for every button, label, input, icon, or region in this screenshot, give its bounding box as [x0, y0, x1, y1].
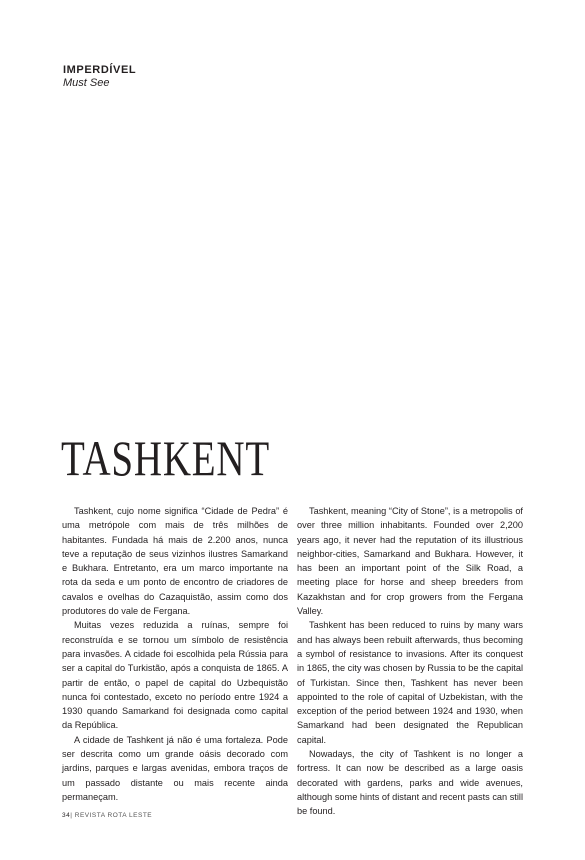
- english-column: [297, 504, 523, 819]
- article-title: TASHKENT: [61, 430, 270, 486]
- english-paragraph: Tashkent, meaning “City of Stone”, is a metropolis of over three million inhabitants. Founded over 2,200 years ago, it never had the reputation of its illustrious neighbor-cities, Samarkand and Bukhara. However, it has been an important point of the Silk Road, a meeting place for horse and sheep breeders from Kazakhstan and for crop growers from the Fergana Valley.: [297, 506, 523, 617]
- portuguese-paragraph: Tashkent, cujo nome significa “Cidade de Pedra” é uma metrópole com mais de três milhões de habitantes. Fundada há mais de 2.200 anos, nunca teve a reputação de seus vizinhos ilustres Samarkand e Bukhara. Entretanto, era um marco importante na rota da seda e um ponto de encontro de criadores de cavalos e ovelhas do Cazaquistão, assim como dos produtores do vale de Fergana.: [62, 506, 288, 617]
- portuguese-paragraph: A cidade de Tashkent já não é uma fortaleza. Pode ser descrita como um grande oásis decorado com jardins, parques e largas avenidas, embora traços de um passado distante ou mais recente ainda permaneçam.: [62, 734, 288, 802]
- english-paragraph: Tashkent has been reduced to ruins by many wars and has always been rebuilt afterwards, thus becoming a symbol of resistance to invasions. After its conquest in 1865, the city was chosen by Russia to be the capital of Turkistan. Since then, Tashkent has never been appointed to the role of capital of Uzbekistan, with the exception of the period between 1924 and 1930, when Samarkand had been designated the Republican capital.: [297, 620, 523, 745]
- footer-separator: |: [70, 812, 73, 819]
- section-label-portuguese: IMPERDÍVEL: [63, 64, 137, 76]
- page-number: 34: [62, 812, 71, 819]
- portuguese-column: [62, 504, 288, 804]
- magazine-name: REVISTA ROTA LESTE: [74, 812, 153, 819]
- portuguese-paragraph: Muitas vezes reduzida a ruínas, sempre foi reconstruída e se tornou um símbolo de resistência para invasões. A cidade foi escolhida pela Rússia para ser a capital do Turkistão, após a conquista de 1865. A partir de então, o papel de capital do Uzbequistão nunca foi contestado, exceto no período entre 1924 a 1930 quando Samarkand foi designada como capital da República.: [62, 620, 288, 731]
- english-paragraph: Nowadays, the city of Tashkent is no longer a fortress. It can now be described as a large oasis decorated with gardens, parks and wide avenues, although some hints of distant and recent pasts can still be found.: [297, 749, 523, 817]
- section-label: [63, 64, 136, 90]
- section-label-english: Must See: [63, 77, 110, 89]
- page-footer: [62, 812, 152, 819]
